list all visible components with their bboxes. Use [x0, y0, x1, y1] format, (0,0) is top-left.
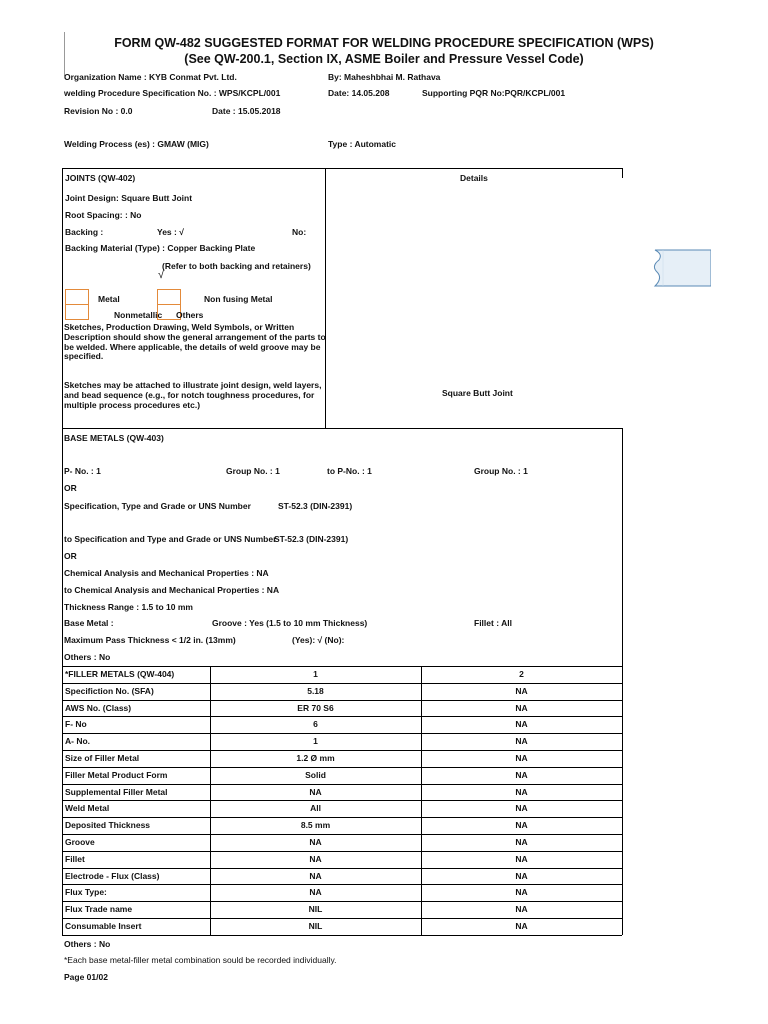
to-chem-analysis: to Chemical Analysis and Mechanical Properties : NA — [64, 585, 280, 595]
or-label-2: OR — [64, 551, 77, 561]
filler-row-value-1: 8.5 mm — [300, 820, 331, 831]
page-tab-shape — [651, 248, 711, 288]
refer-note: (Refer to both backing and retainers) — [162, 261, 311, 271]
check-mark: √ — [158, 269, 165, 281]
filler-row-value-1: NIL — [308, 904, 323, 915]
joints-heading: JOINTS (QW-402) — [65, 173, 136, 183]
filler-row-value-1: NA — [309, 870, 322, 881]
table-rule — [62, 918, 622, 919]
wps-number: welding Procedure Specification No. : WPS/KCPL/001 — [64, 88, 281, 98]
filler-row-value-1: 5.18 — [307, 685, 324, 696]
to-spec-value: ST-52.3 (DIN-2391) — [274, 534, 349, 544]
filler-row-value-1: Solid — [305, 769, 326, 780]
prepared-by: By: Maheshbhai M. Rathava — [328, 72, 441, 82]
fillet-range: Fillet : All — [474, 618, 512, 628]
table-rule — [62, 834, 622, 835]
table-rule — [62, 868, 622, 869]
sketch-note: Sketches, Production Drawing, Weld Symbols, or Written Description should show the general arrangement of the parts to be welded. Where applicable, the details of weld groove may be specified. — [64, 322, 326, 362]
filler-row-value-2: NA — [515, 853, 528, 864]
filler-row-value-2: NA — [515, 769, 528, 780]
max-pass-yes-no: (Yes): √ (No): — [292, 635, 345, 645]
others-label: Others — [176, 310, 204, 320]
group-number-2: Group No. : 1 — [474, 466, 528, 476]
spec-value: ST-52.3 (DIN-2391) — [278, 501, 353, 511]
table-rule — [62, 683, 622, 684]
revision-number: Revision No : 0.0 — [64, 106, 133, 116]
base-metals-right-border — [622, 428, 623, 666]
filler-col-1-header: 1 — [313, 669, 318, 679]
filler-row-label: Supplemental Filler Metal — [65, 786, 168, 797]
filler-row-value-2: NA — [515, 753, 528, 763]
filler-metals-heading: *FILLER METALS (QW-404) — [65, 669, 175, 679]
table-rule — [62, 935, 622, 936]
table-rule — [62, 884, 622, 885]
page-number: Page 01/02 — [64, 972, 108, 982]
chem-analysis: Chemical Analysis and Mechanical Properties : NA — [64, 568, 269, 578]
filler-row-value-2: NA — [515, 837, 528, 847]
filler-row-value-2: NA — [515, 820, 528, 831]
filler-row-value-2: NA — [515, 887, 528, 898]
table-rule — [62, 750, 622, 751]
details-heading: Details — [460, 173, 488, 183]
table-rule — [62, 784, 622, 785]
filler-row-label: A- No. — [65, 736, 91, 747]
or-label-1: OR — [64, 483, 77, 493]
filler-row-label: Size of Filler Metal — [65, 753, 140, 763]
base-metals-others: Others : No — [64, 652, 111, 662]
nonmetallic-checkbox[interactable] — [65, 304, 89, 320]
thickness-range: Thickness Range : 1.5 to 10 mm — [64, 602, 193, 612]
filler-row-label: Deposited Thickness — [65, 820, 151, 831]
backing-material: Backing Material (Type) : Copper Backing Plate — [65, 243, 256, 253]
supporting-pqr: Supporting PQR No:PQR/KCPL/001 — [422, 88, 566, 98]
to-p-number: to P-No. : 1 — [327, 466, 372, 476]
filler-row-label: Electrode - Flux (Class) — [65, 870, 160, 881]
filler-row-value-2: NA — [515, 719, 528, 730]
form-title-line1: FORM QW-482 SUGGESTED FORMAT FOR WELDING PROCEDURE SPECIFICATION (WPS) — [114, 36, 654, 50]
table-rule — [62, 666, 622, 667]
filler-row-label: Specifiction No. (SFA) — [65, 685, 154, 696]
p-number: P- No. : 1 — [64, 466, 101, 476]
filler-col-2-header: 2 — [519, 669, 524, 679]
welding-type: Type : Automatic — [328, 139, 397, 149]
filler-row-label: Weld Metal — [65, 803, 110, 814]
max-pass-thickness: Maximum Pass Thickness < 1/2 in. (13mm) — [64, 635, 236, 645]
details-value: Square Butt Joint — [442, 388, 513, 398]
filler-row-value-1: 1.2 Ø mm — [296, 753, 335, 763]
filler-row-value-1: 1 — [313, 736, 318, 747]
filler-row-label: Groove — [65, 837, 95, 847]
filler-row-value-1: NIL — [308, 921, 323, 931]
table-rule — [62, 716, 622, 717]
filler-row-value-1: ER 70 S6 — [297, 702, 334, 713]
backing-yes: Yes : √ — [157, 227, 184, 237]
metal-label: Metal — [98, 294, 120, 304]
base-metals-heading: BASE METALS (QW-403) — [64, 433, 164, 443]
organization-name: Organization Name : KYB Conmat Pvt. Ltd. — [64, 72, 237, 82]
nonmetallic-label: Nonmetallic — [114, 310, 163, 320]
wps-date: Date: 14.05.208 — [328, 88, 390, 98]
table-rule — [62, 733, 622, 734]
spec-label: Specification, Type and Grade or UNS Number — [64, 501, 251, 511]
filler-row-value-2: NA — [515, 786, 528, 797]
form-title-line2: (See QW-200.1, Section IX, ASME Boiler and Pressure Vessel Code) — [184, 52, 584, 66]
non-fusing-label: Non fusing Metal — [204, 294, 273, 304]
backing-no: No: — [292, 227, 307, 237]
table-column-rule — [622, 666, 623, 935]
table-rule — [62, 800, 622, 801]
joints-left-border — [62, 168, 63, 428]
filler-others: Others : No — [64, 939, 111, 949]
filler-footnote: *Each base metal-filler metal combination sould be recorded individually. — [64, 955, 337, 965]
filler-row-label: Consumable Insert — [65, 921, 142, 931]
table-rule — [62, 901, 622, 902]
filler-row-value-2: NA — [515, 904, 528, 915]
filler-row-label: Flux Type: — [65, 887, 107, 898]
groove-range: Groove : Yes (1.5 to 10 mm Thickness) — [212, 618, 368, 628]
base-metal-label: Base Metal : — [64, 618, 114, 628]
table-rule — [62, 851, 622, 852]
table-rule — [62, 700, 622, 701]
filler-row-value-2: NA — [515, 736, 528, 747]
root-spacing: Root Spacing: : No — [65, 210, 142, 220]
joints-right-border — [622, 168, 623, 178]
filler-row-value-1: NA — [309, 837, 322, 847]
base-metals-left-border — [62, 428, 63, 666]
filler-row-label: Filler Metal Product Form — [65, 769, 168, 780]
joint-design: Joint Design: Square Butt Joint — [65, 193, 193, 203]
filler-row-value-2: NA — [515, 702, 528, 713]
non-fusing-checkbox[interactable] — [157, 289, 181, 305]
welding-process: Welding Process (es) : GMAW (MIG) — [64, 139, 209, 149]
filler-row-value-1: NA — [309, 853, 322, 864]
filler-row-value-2: NA — [515, 870, 528, 881]
table-column-rule — [62, 666, 63, 935]
filler-row-value-1: NA — [309, 786, 322, 797]
joints-top-border — [62, 168, 622, 169]
filler-row-label: Fillet — [65, 853, 85, 864]
filler-row-label: Flux Trade name — [65, 904, 133, 915]
group-number: Group No. : 1 — [226, 466, 280, 476]
filler-row-label: AWS No. (Class) — [65, 702, 132, 713]
joints-bottom-border — [62, 428, 622, 429]
revision-date: Date : 15.05.2018 — [212, 106, 281, 116]
filler-row-value-2: NA — [515, 685, 528, 696]
filler-row-value-1: All — [310, 803, 321, 814]
sketch-note-2: Sketches may be attached to illustrate joint design, weld layers, and bead sequence (e.g., for notch toughness procedures, for multiple process procedures etc.) — [64, 380, 322, 410]
filler-row-value-2: NA — [515, 803, 528, 814]
table-rule — [62, 767, 622, 768]
filler-row-value-1: 6 — [313, 719, 318, 730]
filler-row-value-1: NA — [309, 887, 322, 898]
table-rule — [62, 817, 622, 818]
metal-checkbox[interactable] — [65, 289, 89, 305]
filler-row-value-2: NA — [515, 921, 528, 931]
filler-row-label: F- No — [65, 719, 87, 730]
backing-label: Backing : — [65, 227, 104, 237]
to-spec-label: to Specification and Type and Grade or UNS Number — [64, 534, 277, 544]
